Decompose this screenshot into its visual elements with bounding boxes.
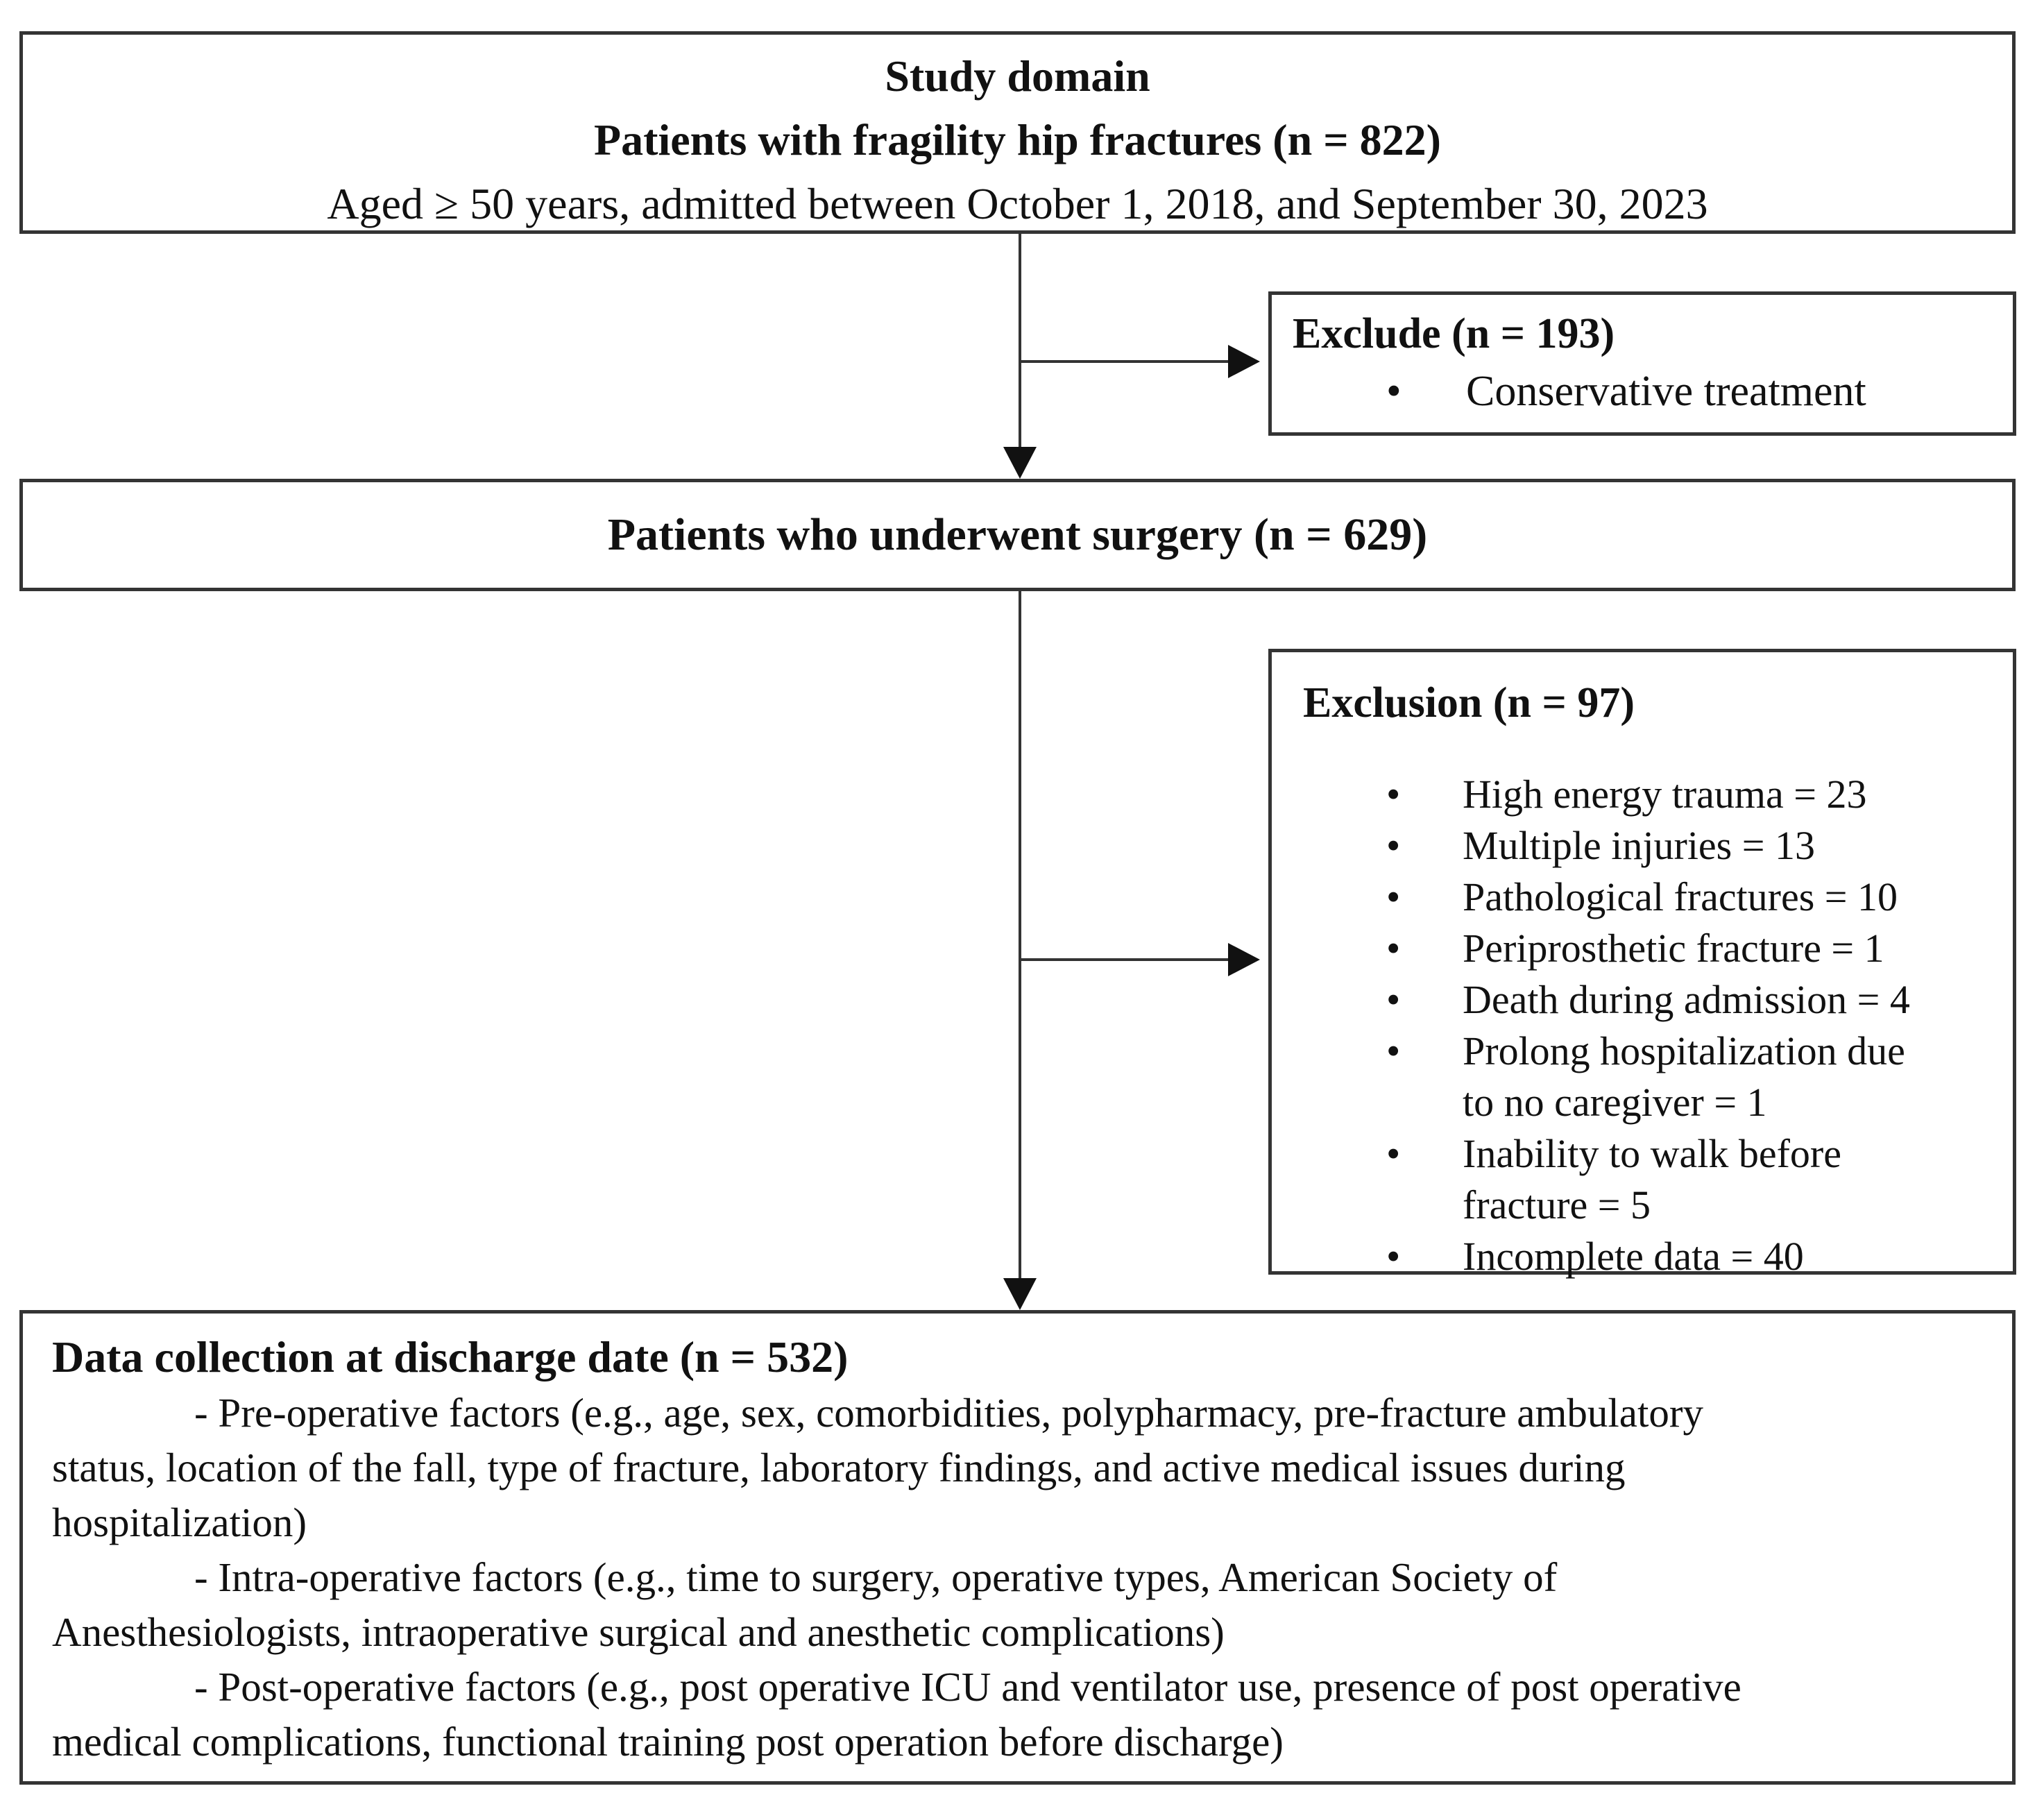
list-item [1303,974,1992,1026]
study-domain-criteria: Aged ≥ 50 years, admitted between October 1, 2018, and September 30, 2023 [327,179,1708,228]
connector-branch-1 [1020,360,1228,363]
list-item [1303,1026,1992,1077]
list-item [1303,820,1992,872]
bullet-icon: • [1386,772,1401,817]
study-domain-box [19,31,2016,234]
surgery-box-title: Patients who underwent surgery (n = 629) [607,509,1428,560]
list-item-text: Periprosthetic fracture = 1 [1463,926,1884,971]
surgery-box [19,479,2016,591]
list-item-text: Incomplete data = 40 [1463,1234,1804,1279]
intra-operative-factors-line: Anesthesiologists, intraoperative surgical and anesthetic complications) [52,1609,1225,1655]
list-item-text: Inability to walk before [1463,1131,1841,1176]
post-operative-factors-line: medical complications, functional training post operation before discharge) [52,1719,1284,1765]
list-item-text: Prolong hospitalization due [1463,1028,1905,1073]
arrow-down-icon [1003,1278,1037,1310]
intra-operative-factors-line: - Intra-operative factors (e.g., time to surgery, operative types, American Society of [194,1554,1558,1600]
exclusion-box-title: Exclusion (n = 97) [1303,679,1635,726]
list-item-text: High energy trauma = 23 [1463,772,1867,817]
arrow-right-icon [1228,345,1260,378]
bullet-icon: • [1386,926,1401,971]
list-item [1303,769,1992,820]
post-operative-factors-line: - Post-operative factors (e.g., post operative ICU and ventilator use, presence of post operative [194,1664,1741,1710]
connector-branch-2 [1020,958,1228,961]
list-item [1303,872,1992,923]
study-domain-title: Study domain [885,51,1150,101]
arrow-down-icon [1003,447,1037,479]
list-item [1303,1128,1992,1180]
data-collection-title: Data collection at discharge date (n = 532) [52,1332,849,1382]
list-item-text: to no caregiver = 1 [1463,1080,1767,1125]
arrow-right-icon [1228,943,1260,976]
study-domain-population: Patients with fragility hip fractures (n = 822) [594,115,1441,164]
bullet-icon: • [1386,823,1401,868]
list-item-text: Multiple injuries = 13 [1463,823,1815,868]
connector-vertical-1 [1019,234,1021,450]
bullet-icon: • [1386,368,1402,415]
exclude-box [1268,291,2016,436]
list-item [1303,1231,1992,1282]
list-item-text: fracture = 5 [1463,1182,1651,1227]
list-item-text: Death during admission = 4 [1463,977,1910,1022]
list-item-text: Pathological fractures = 10 [1463,874,1898,919]
list-item [1303,923,1992,974]
list-item-continuation [1303,1077,1992,1128]
bullet-icon: • [1386,1234,1401,1279]
exclude-box-item-text: Conservative treatment [1466,368,1866,415]
exclusion-list [1303,769,1992,1282]
pre-operative-factors-line: - Pre-operative factors (e.g., age, sex, comorbidities, polypharmacy, pre-fracture ambulatory [194,1390,1703,1436]
bullet-icon: • [1386,1028,1401,1073]
bullet-icon: • [1386,977,1401,1022]
list-item-continuation [1303,1180,1992,1231]
exclude-box-item [1293,366,1992,417]
pre-operative-factors-line: hospitalization) [52,1499,307,1545]
connector-vertical-2 [1019,591,1021,1281]
bullet-icon: • [1386,1131,1401,1176]
bullet-icon: • [1386,874,1401,919]
pre-operative-factors-line: status, location of the fall, type of fracture, laboratory findings, and active medical issues during [52,1445,1626,1490]
data-collection-box [19,1310,2016,1785]
exclude-box-title: Exclude (n = 193) [1293,310,1615,357]
exclusion-box [1268,649,2016,1279]
